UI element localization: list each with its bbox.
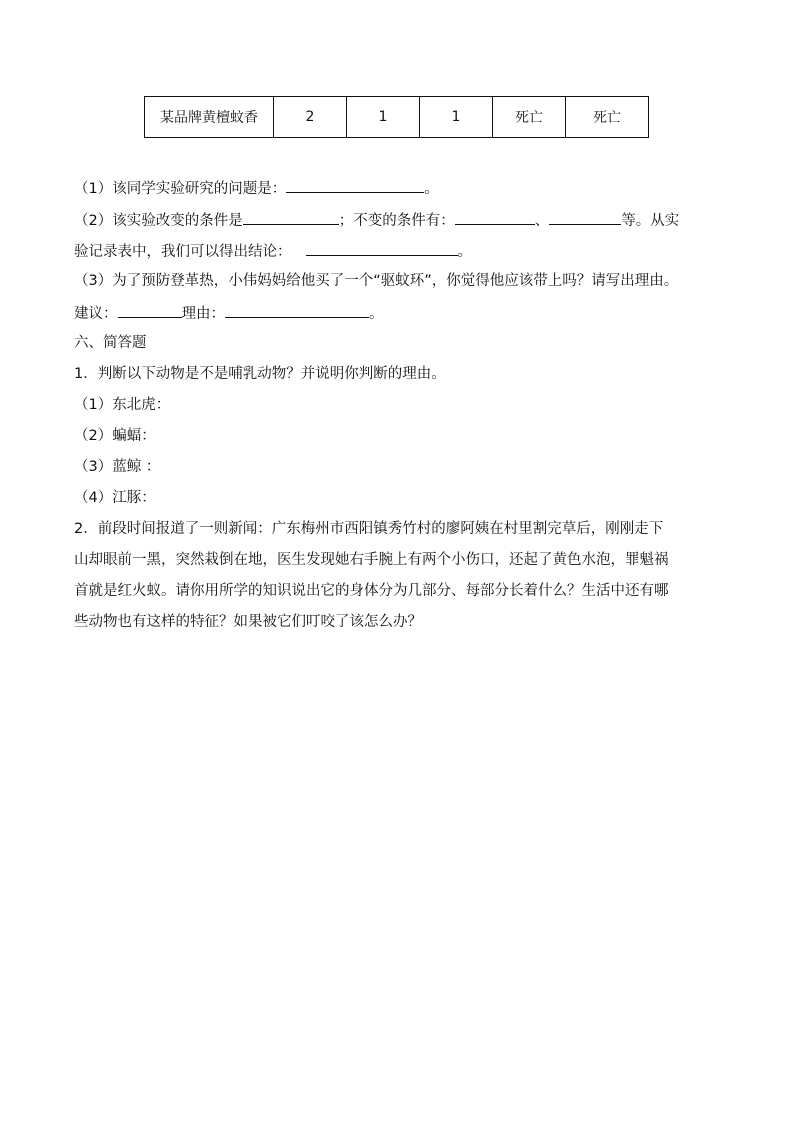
question-3-line-1: （3）为了预防登革热，小伟妈妈给他买了一个“驱蚊环”，你觉得他应该带上吗？请写出理由。 (74, 273, 679, 289)
list-item: （1）东北虎： (74, 397, 171, 413)
question-text: 验记录表中，我们可以得出结论： (74, 244, 292, 260)
punctuation: 。 (424, 181, 439, 197)
punctuation: 、 (534, 213, 550, 229)
answer-blank[interactable] (455, 209, 535, 225)
short-answer-2-line: 2．前段时间报道了一则新闻：广东梅州市西阳镇秀竹村的廖阿姨在村里割完草后，刚刚走下 (74, 521, 664, 537)
answer-blank[interactable] (286, 177, 424, 193)
question-1 (74, 177, 439, 199)
short-answer-1-question: 1．判断以下动物是不是哺乳动物？并说明你判断的理由。 (74, 366, 446, 382)
question-2-line-1 (74, 209, 679, 231)
question-text: 等。从实 (621, 213, 680, 229)
experiment-results-table (144, 96, 649, 138)
table-cell: 1 (347, 97, 420, 138)
short-answer-2-line: 山却眼前一黑，突然栽倒在地，医生发现她右手腕上有两个小伤口，还起了黄色水泡，罪魁祸 (74, 552, 669, 568)
table-cell: 1 (420, 97, 493, 138)
question-text: （1）该同学实验研究的问题是： (74, 181, 287, 197)
short-answer-2-line: 首就是红火蚁。请你用所学的知识说出它的身体分为几部分、每部分长着什么？生活中还有哪 (74, 583, 669, 599)
list-item: （4）江豚： (74, 490, 156, 506)
list-item: （2）蝙蝠： (74, 428, 156, 444)
answer-blank[interactable] (118, 302, 182, 318)
question-text: ；不变的条件有： (338, 213, 455, 229)
table-cell: 死亡 (566, 97, 649, 138)
question-text: 建议： (74, 306, 118, 322)
punctuation: 。 (369, 306, 384, 322)
short-answer-2-line: 些动物也有这样的特征？如果被它们叮咬了该怎么办？ (74, 614, 422, 630)
table-cell: 2 (274, 97, 347, 138)
list-item: （3）蓝鲸 ： (74, 459, 161, 475)
table-row (145, 97, 649, 138)
question-3-line-2 (74, 302, 384, 324)
answer-blank[interactable] (243, 209, 339, 225)
question-text: （2）该实验改变的条件是 (74, 213, 243, 229)
section-title: 六、简答题 (74, 335, 147, 351)
answer-blank[interactable] (225, 302, 369, 318)
punctuation: 。 (457, 244, 472, 260)
table-cell: 死亡 (493, 97, 566, 138)
answer-blank[interactable] (306, 240, 458, 256)
table-cell: 某品牌黄檀蚊香 (145, 97, 274, 138)
question-text: 理由： (181, 306, 225, 322)
question-2-line-2 (74, 240, 472, 262)
answer-blank[interactable] (549, 209, 621, 225)
